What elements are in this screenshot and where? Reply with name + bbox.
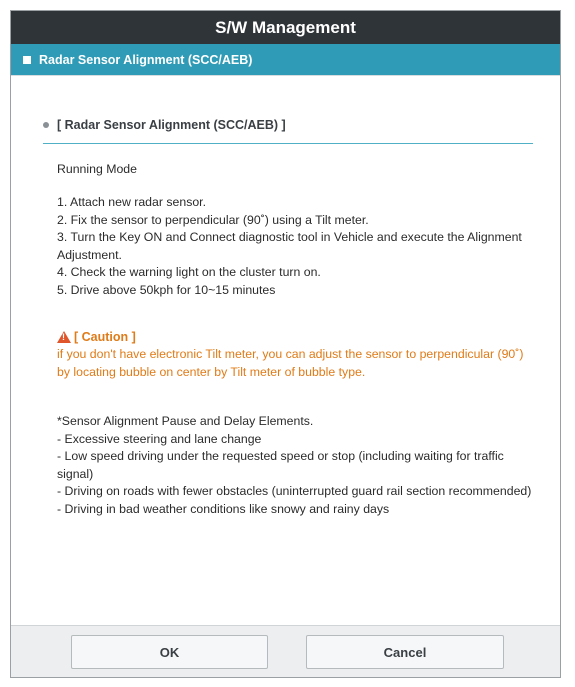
list-item: - Driving on roads with fewer obstacles (uninterrupted guard rail section recommended) <box>57 484 532 498</box>
list-item: - Driving in bad weather conditions like snowy and rainy days <box>57 501 390 516</box>
caution-title: [ Caution ] <box>74 330 136 344</box>
window-title: S/W Management <box>11 11 560 44</box>
list-item: - Low speed driving under the requested speed or stop (including waiting for traffic signal) <box>57 449 504 481</box>
button-footer <box>11 625 560 677</box>
warning-icon <box>57 331 71 343</box>
list-item: - Excessive steering and lane change <box>57 431 262 446</box>
sw-management-dialog <box>10 10 561 678</box>
pause-elements-list <box>57 413 537 518</box>
step-item: 2. Fix the sensor to perpendicular (90˚) using a Tilt meter. <box>57 212 369 227</box>
steps-list <box>57 194 537 299</box>
step-item: 4. Check the warning light on the cluster turn on. <box>57 265 321 279</box>
cancel-button[interactable]: Cancel <box>306 635 504 669</box>
step-item: 5. Drive above 50kph for 10~15 minutes <box>57 282 276 297</box>
caution-heading <box>57 330 136 344</box>
step-item: 1. Attach new radar sensor. <box>57 195 207 209</box>
subheader-bar <box>11 44 560 75</box>
section-heading <box>43 118 286 132</box>
square-icon <box>23 56 31 64</box>
section-divider <box>43 143 533 144</box>
ok-button[interactable]: OK <box>71 635 268 669</box>
step-item: 3. Turn the Key ON and Connect diagnostic tool in Vehicle and execute the Alignment Adjustment. <box>57 230 522 262</box>
section-title: [ Radar Sensor Alignment (SCC/AEB) ] <box>57 118 286 132</box>
caution-text: if you don't have electronic Tilt meter, you can adjust the sensor to perpendicular (90˚) by locating bubble on center by Tilt meter of bubble type. <box>57 347 524 379</box>
list-item: *Sensor Alignment Pause and Delay Elements. <box>57 414 314 428</box>
content-area <box>11 75 560 625</box>
subheader-title: Radar Sensor Alignment (SCC/AEB) <box>39 52 253 67</box>
running-mode-label: Running Mode <box>57 162 137 176</box>
bullet-icon <box>43 122 49 128</box>
